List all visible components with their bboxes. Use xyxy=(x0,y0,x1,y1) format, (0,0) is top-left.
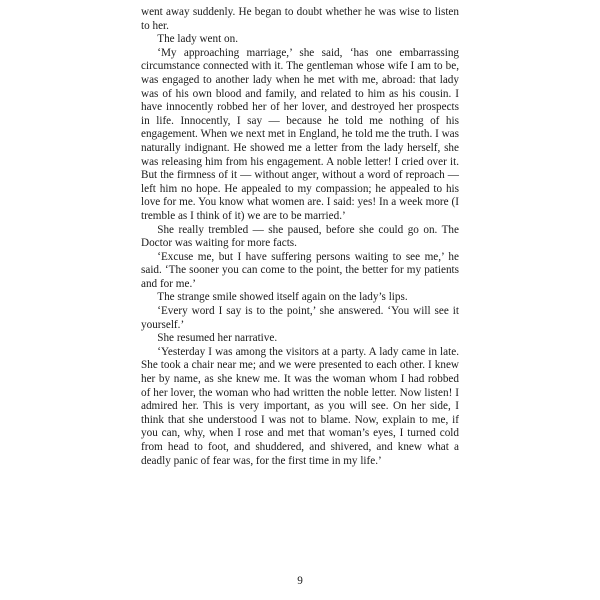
paragraph-6: The strange smile showed itself again on the lady’s lips. xyxy=(157,291,408,304)
page-number: 9 xyxy=(297,575,303,587)
book-page xyxy=(141,6,459,594)
paragraph-8: She resumed her narrative. xyxy=(157,332,278,345)
paragraph-3: ‘My approaching marriage,’ she said, ‘has one embarrassing circumstance connected with it. The gentleman whose wife I am to be, was engaged to another lady when he met with me, abroad: that lady was of his own blood and family, and related to him as his cousin. I have innocently robbed her of her lover, and destroyed her prospects in life. Innocently, I say — because he told me nothing of his engagement. When we next met in England, he told me the truth. I was naturally indignant. He showed me a letter from the lady herself, she was releasing him from his engagement. A noble letter! I cried over it. But the firmness of it — without anger, without a word of reproach — left him no hope. He appealed to my compassion; he appealed to his love for me. You know what women are. I said: yes! In a week more (I tremble as I think of it) we are to be married.’ xyxy=(141,46,459,222)
paragraph-7: ‘Every word I say is to the point,’ she answered. ‘You will see it yourself.’ xyxy=(141,305,459,331)
paragraph-4: She really trembled — she paused, before she could go on. The Doctor was waiting for more facts. xyxy=(141,223,459,250)
paragraph-2: The lady went on. xyxy=(157,33,239,46)
paragraph-5: ‘Excuse me, but I have suffering persons waiting to see me,’ he said. ‘The sooner you can come to the point, the better for my patients and for me.’ xyxy=(141,250,459,290)
paragraph-1: went away suddenly. He began to doubt whether he was wise to listen to her. xyxy=(141,6,459,32)
paragraph-9: ‘Yesterday I was among the visitors at a party. A lady came in late. She took a chair near me; and we were presented to each other. I knew her by name, as she knew me. It was the woman whom I had robbed of her lover, the woman who had written the noble letter. Now listen! I admired her. This is very important, as you will see. On her side, I think that she understood I was not to blame. Now, explain to me, if you can, why, when I rose and met that woman’s eyes, I turned cold from head to foot, and shuddered, and shivered, and knew what a deadly panic of fear was, for the first time in my life.’ xyxy=(141,345,459,467)
